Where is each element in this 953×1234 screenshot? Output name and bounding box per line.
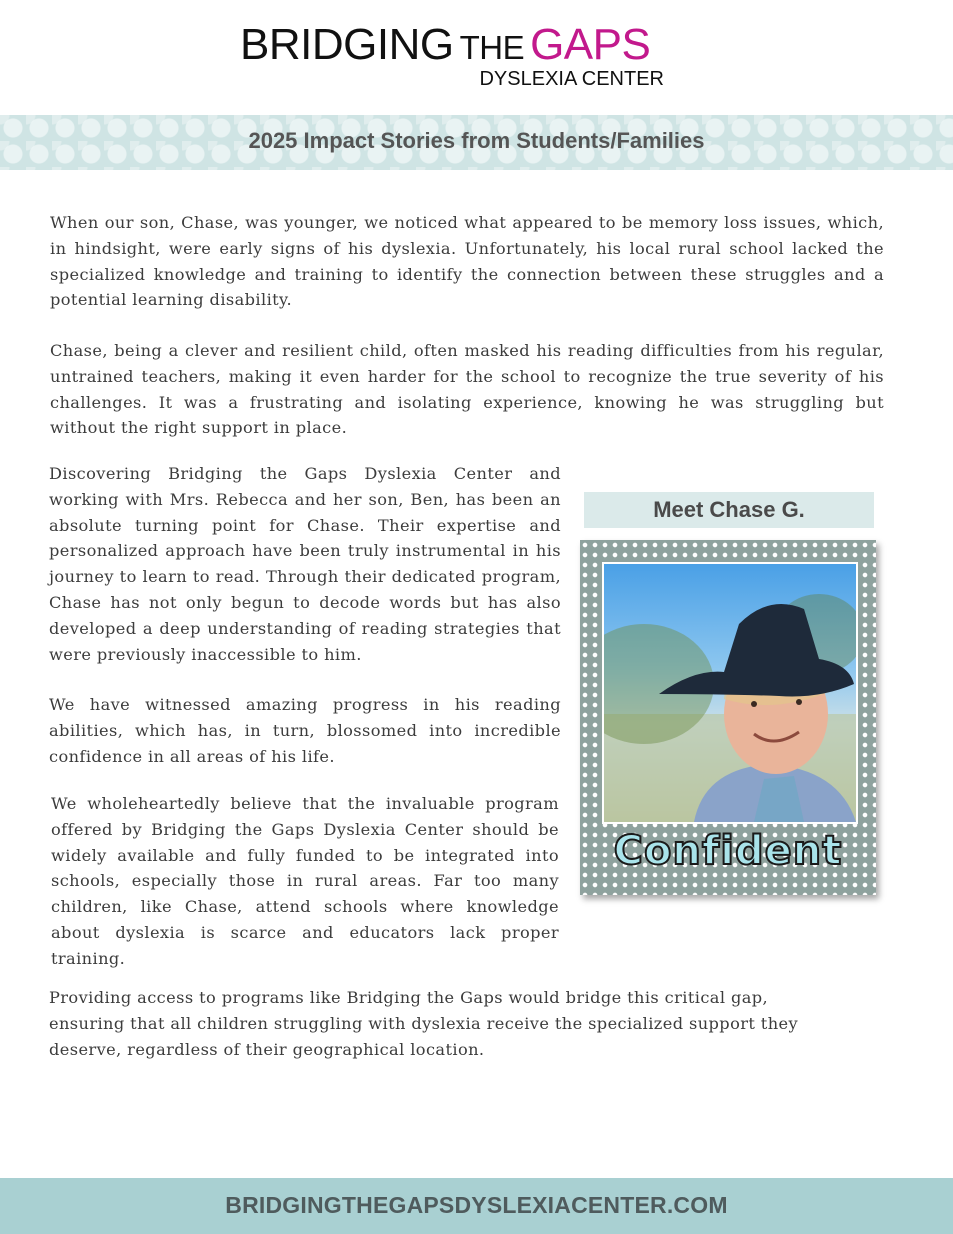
logo-subtitle: DYSLEXIA CENTER	[479, 68, 664, 90]
meet-student-heading: Meet Chase G.	[584, 492, 874, 528]
student-photo-illustration	[604, 564, 856, 822]
brand-logo	[240, 22, 680, 94]
logo-the: THE	[459, 29, 525, 66]
student-photo	[602, 562, 858, 824]
confident-badge: Confident	[613, 828, 843, 874]
student-photo-frame	[580, 540, 876, 895]
logo-gaps: GAPS	[530, 20, 651, 69]
website-url[interactable]: BRIDGINGTHEGAPSDYSLEXIACENTER.COM	[225, 1192, 728, 1218]
story-paragraph-4: We have witnessed amazing progress in his reading abilities, which has, in turn, blossomed into incredible confidence in all areas of his life.	[49, 695, 561, 766]
title-banner	[0, 115, 953, 170]
page-title: 2025 Impact Stories from Students/Families	[248, 128, 705, 153]
logo-bridging: BRIDGING	[240, 20, 454, 69]
story-paragraph-2: Chase, being a clever and resilient child, often masked his reading difficulties from his regular, untrained teachers, making it even harder for the school to recognize the true severity of his challenges. It was a frustrating and isolating experience, knowing he was struggling but without the right support in place.	[50, 341, 884, 438]
story-paragraph-3: Discovering Bridging the Gaps Dyslexia Center and working with Mrs. Rebecca and her son, Ben, has been an absolute turning point for Chase. Their expertise and personalized approach have been truly instrumental in his journey to learn to read. Through their dedicated program, Chase has not only begun to decode words but has also developed a deep understanding of reading strategies that were previously inaccessible to him.	[49, 464, 561, 664]
footer-bar	[0, 1178, 953, 1234]
story-paragraph-6: Providing access to programs like Bridging the Gaps would bridge this critical gap, ensuring that all children struggling with dyslexia receive the specialized support they deserve, regardless of their geographical location.	[49, 988, 799, 1059]
story-paragraph-1: When our son, Chase, was younger, we noticed what appeared to be memory loss issues, which, in hindsight, were early signs of his dyslexia. Unfortunately, his local rural school lacked the specialized knowledge and training to identify the connection between these struggles and a potential learning disability.	[50, 213, 884, 310]
story-paragraph-5: We wholeheartedly believe that the invaluable program offered by Bridging the Gaps Dyslexia Center should be widely available and fully funded to be integrated into schools, especially those in rural areas. Far too many children, like Chase, attend schools where knowledge about dyslexia is scarce and educators lack proper training.	[51, 794, 559, 968]
logo-wordmark	[240, 22, 650, 71]
